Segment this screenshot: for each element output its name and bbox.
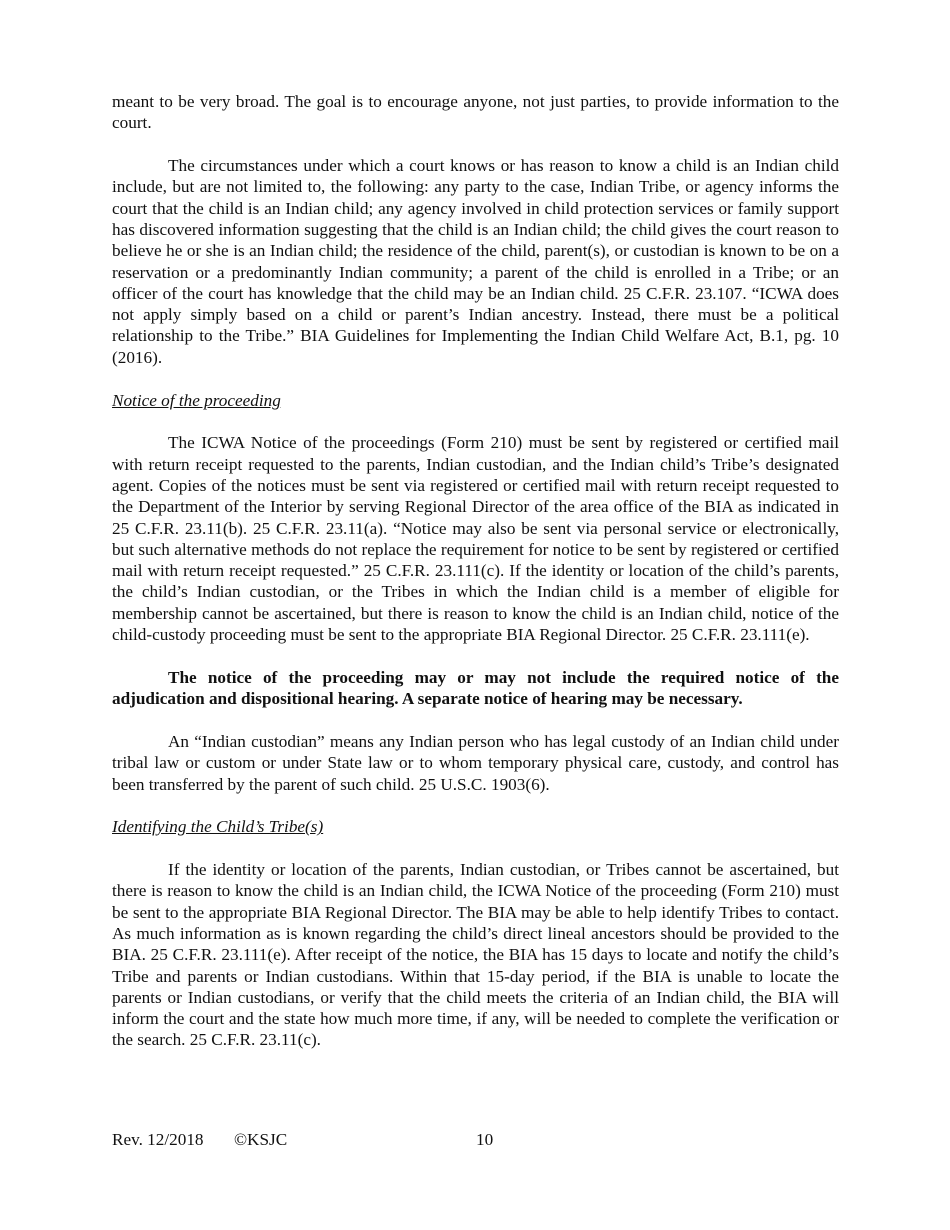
section-heading-identifying-tribe: Identifying the Child’s Tribe(s)	[112, 817, 324, 837]
page-footer	[112, 1129, 839, 1150]
document-body	[112, 91, 839, 1072]
paragraph-bold-note: The notice of the proceeding may or may not include the required notice of the adjudication and dispositional hearing. A separate notice of hearing may be necessary.	[112, 667, 839, 709]
paragraph-notice-requirements: The ICWA Notice of the proceedings (Form 210) must be sent by registered or certified mail with return receipt requested to the parents, Indian custodian, and the Indian child’s Tribe’s designated agent. Copies of the notices must be sent via registered or certified mail with return receipt requested to the Department of the Interior by serving Regional Director of the area office of the BIA as indicated in 25 C.F.R. 23.11(b). 25 C.F.R. 23.11(a). “Notice may also be sent via personal service or electronically, but such alternative methods do not replace the requirement for notice to be sent by registered or certified mail with return receipt requested.” 25 C.F.R. 23.111(c). If the identity or location of the child’s parents, the child’s Indian custodian, or the Tribes in which the Indian child is a member of eligible for membership cannot be ascertained, but there is reason to know the child is an Indian child, notice of the child-custody proceeding must be sent to the appropriate BIA Regional Director. 25 C.F.R. 23.111(e).	[112, 433, 839, 645]
paragraph-reason-to-know: The circumstances under which a court knows or has reason to know a child is an Indian child include, but are not limited to, the following: any party to the case, Indian Tribe, or agency informs the court that the child is an Indian child; any agency involved in child protection services or family support has discovered information suggesting that the child is an Indian child; the child gives the court reason to believe he or she is an Indian child; the residence of the child, parent(s), or custodian is known to be on a reservation or a predominantly Indian community; a parent of the child is enrolled in a Tribe; or an officer of the court has knowledge that the child may be an Indian child. 25 C.F.R. 23.107. “ICWA does not apply simply based on a child or parent’s Indian ancestry. Instead, there must be a political relationship to the Tribe.” BIA Guidelines for Implementing the Indian Child Welfare Act, B.1, pg. 10 (2016).	[112, 156, 839, 367]
paragraph-identifying-tribe: If the identity or location of the parents, Indian custodian, or Tribes cannot be ascertained, but there is reason to know the child is an Indian child, the ICWA Notice of the proceeding (Form 210) must be sent to the appropriate BIA Regional Director. The BIA may be able to help identify Tribes to contact. As much information as is known regarding the child’s direct lineal ancestors should be provided to the BIA. 25 C.F.R. 23.111(e). After receipt of the notice, the BIA has 15 days to locate and notify the child’s Tribe and parents or Indian custodians. Within that 15-day period, if the BIA is unable to locate the parents or Indian custodians, or verify that the child meets the criteria of an Indian child, the BIA will inform the court and the state how much more time, if any, will be needed to complete the verification or the search. 25 C.F.R. 23.11(c).	[112, 860, 839, 1050]
paragraph-continuation: meant to be very broad. The goal is to encourage anyone, not just parties, to provide information to the court.	[112, 92, 839, 133]
footer-revision: Rev. 12/2018	[112, 1130, 204, 1149]
footer-copyright: ©KSJC	[234, 1130, 288, 1149]
paragraph-indian-custodian: An “Indian custodian” means any Indian person who has legal custody of an Indian child under tribal law or custom or under State law or to whom temporary physical care, custody, and control has been transferred by the parent of such child. 25 U.S.C. 1903(6).	[112, 731, 839, 794]
section-heading-notice: Notice of the proceeding	[112, 390, 281, 410]
footer-page-number: 10	[476, 1130, 494, 1149]
